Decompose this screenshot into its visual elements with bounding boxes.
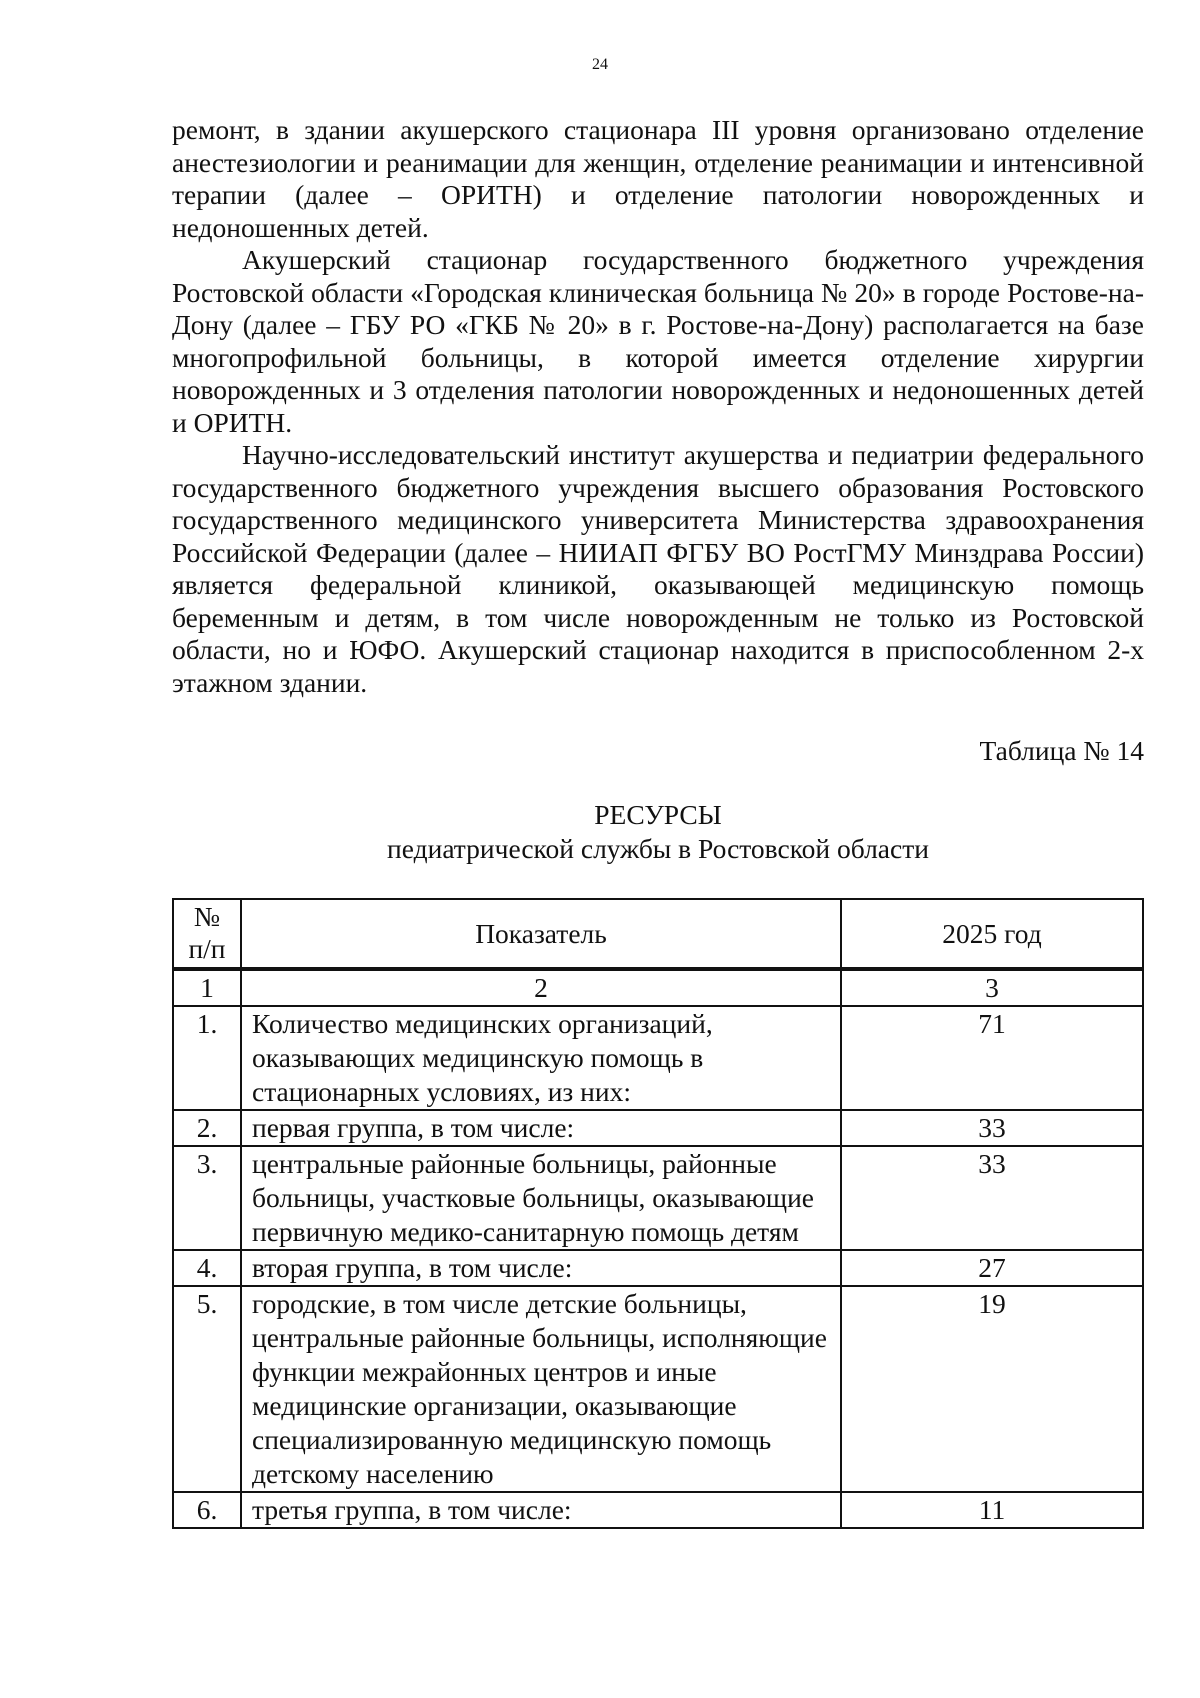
row-indicator: вторая группа, в том числе:: [241, 1250, 841, 1286]
row-value: 33: [841, 1110, 1143, 1146]
column-number: 2: [241, 969, 841, 1006]
table-header-row: [173, 899, 1143, 969]
table-title: РЕСУРСЫ: [594, 799, 722, 830]
row-num: 3.: [173, 1146, 241, 1250]
table-row: [173, 1286, 1143, 1492]
column-number: 3: [841, 969, 1143, 1006]
table-row: [173, 1250, 1143, 1286]
row-num: 4.: [173, 1250, 241, 1286]
row-value: 33: [841, 1146, 1143, 1250]
table-row: [173, 1146, 1143, 1250]
table-row: [173, 1110, 1143, 1146]
row-indicator: городские, в том числе детские больницы, центральные районные больницы, исполняющие функции межрайонных центров и иные медицинские организации, оказывающие специализированную медицинскую помощь детскому населению: [241, 1286, 841, 1492]
row-indicator: первая группа, в том числе:: [241, 1110, 841, 1146]
paragraph-continuation: ремонт, в здании акушерского стационара III уровня организовано отделение анестезиологии и реанимации для женщин, отделение реанимации и интенсивной терапии (далее – ОРИТН) и отделение патологии новорожденных и недоношенных детей.: [172, 114, 1144, 243]
row-indicator: Количество медицинских организаций, оказывающих медицинскую помощь в стационарных условиях, из них:: [241, 1006, 841, 1110]
paragraph-gkb20: Акушерский стационар государственного бюджетного учреждения Ростовской области «Городская клиническая больница № 20» в городе Ростове-на-Дону (далее – ГБУ РО «ГКБ № 20» в г. Ростове-на-Дону) располагается на базе многопрофильной больницы, в которой имеется отделение хирургии новорожденных и 3 отделения патологии новорожденных и недоношенных детей и ОРИТН.: [172, 244, 1144, 438]
header-indicator: Показатель: [241, 899, 841, 969]
column-number: 1: [173, 969, 241, 1006]
body-text: [172, 114, 1144, 699]
row-indicator: третья группа, в том числе:: [241, 1492, 841, 1528]
row-value: 27: [841, 1250, 1143, 1286]
row-num: 1.: [173, 1006, 241, 1110]
table-row: [173, 1492, 1143, 1528]
row-value: 19: [841, 1286, 1143, 1492]
page-number: 24: [592, 56, 608, 73]
table-row: [173, 1006, 1143, 1110]
resources-table: [172, 898, 1144, 1529]
table-subtitle: педиатрической службы в Ростовской области: [387, 833, 929, 864]
row-value: 71: [841, 1006, 1143, 1110]
table-label: Таблица № 14: [979, 735, 1144, 766]
table-heading: [172, 798, 1144, 866]
row-indicator: центральные районные больницы, районные больницы, участковые больницы, оказывающие первичную медико-санитарную помощь детям: [241, 1146, 841, 1250]
row-num: 2.: [173, 1110, 241, 1146]
row-num: 6.: [173, 1492, 241, 1528]
header-num: № п/п: [173, 899, 241, 969]
row-num: 5.: [173, 1286, 241, 1492]
column-numbers-row: [173, 969, 1143, 1006]
row-value: 11: [841, 1492, 1143, 1528]
header-value: 2025 год: [841, 899, 1143, 969]
paragraph-niiap: Научно-исследовательский институт акушерства и педиатрии федерального государственного бюджетного учреждения высшего образования Ростовского государственного медицинского университета Министерства здравоохранения Российской Федерации (далее – НИИАП ФГБУ ВО РостГМУ Минздрава России) является федеральной клиникой, оказывающей медицинскую помощь беременным и детям, в том числе новорожденным не только из Ростовской области, но и ЮФО. Акушерский стационар находится в приспособленном 2-х этажном здании.: [172, 439, 1144, 698]
